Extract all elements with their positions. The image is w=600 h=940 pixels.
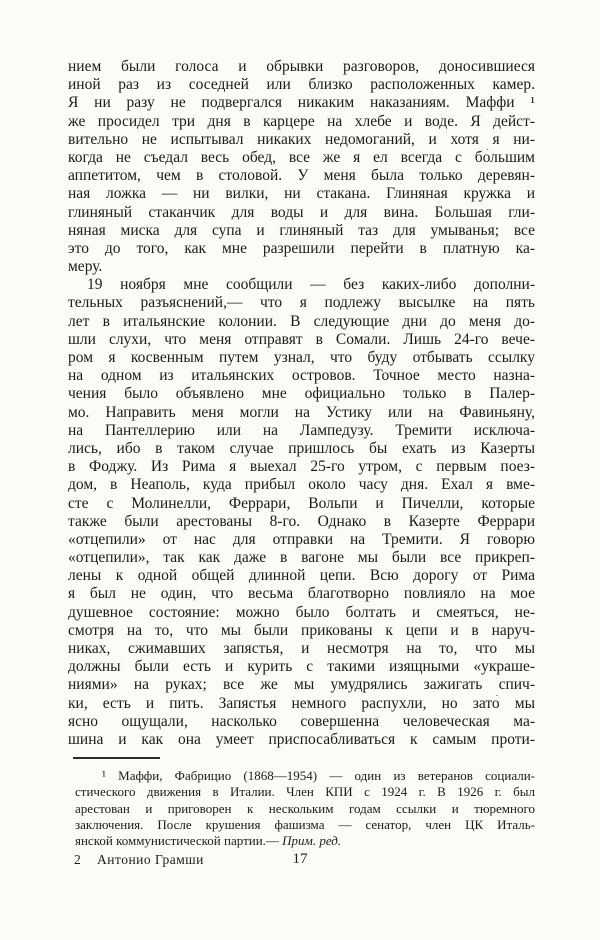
text-run: аппетитом, чем в столовой. У меня была только деревян- [68, 167, 535, 185]
text-run: 19 ноября мне сообщили — без каких-либо дополни- [87, 276, 535, 294]
text-line [68, 222, 535, 240]
text-run: Я ни разу не подвергался никаким наказаниям. Маффи ¹ [68, 94, 535, 112]
text-line [68, 276, 535, 294]
text-line [68, 604, 535, 622]
text-line [68, 349, 535, 367]
text-line [75, 768, 535, 784]
text-run: дом, в Неаполь, куда прибыл около часу дня. Ехал я вме- [68, 476, 535, 494]
editor-note-italic: Прим. ред. [282, 833, 342, 849]
text-run: шина и как она умеет приспосабливаться к самым проти- [68, 730, 535, 748]
text-line [75, 801, 535, 817]
text-line [68, 204, 535, 222]
text-line [68, 622, 535, 640]
text-run: «отцепили» от нас для отправки на Тремити. Я говорю [68, 530, 535, 548]
page-footer [0, 851, 600, 871]
text-line [68, 113, 535, 131]
text-line [68, 131, 535, 149]
text-line [68, 404, 535, 422]
text-line [75, 833, 535, 849]
text-line [68, 549, 535, 567]
text-run: я был не один, что весьма благотворно повлияло на мое [68, 585, 535, 603]
text-line [68, 240, 535, 258]
text-run: ясно ощущали, насколько совершенна человеческая ма- [68, 712, 535, 730]
text-run: меру. [68, 258, 103, 276]
text-run: должны были есть и курить с такими изящными «украше- [68, 658, 535, 676]
text-run: ниями» на руках; все же мы умудрялись зажигать спич- [68, 676, 535, 694]
text-run: на одном из итальянских островов. Точное место назна- [68, 367, 535, 385]
text-run: ¹ Маффи, Фабрицио (1868—1954) — один из ветеранов социали- [102, 768, 535, 783]
signature-number: 2 [74, 852, 81, 867]
text-line [68, 531, 535, 549]
text-run: никах, сжимавших запястья, и несмотря на то, что мы [68, 640, 535, 657]
footnote-rule [73, 757, 160, 759]
text-run: шли слухи, что меня отправят в Сомали. Лишь 24-го вече- [68, 330, 535, 348]
text-line [75, 817, 535, 833]
text-line [68, 58, 535, 76]
text-line [68, 713, 535, 731]
text-line [68, 695, 535, 713]
text-run: иной раз из соседней или близко расположенных камер. [68, 76, 535, 94]
text-line [68, 385, 535, 403]
text-run: душевное состояние: можно было болтать и смеяться, не- [68, 603, 535, 621]
text-line [68, 476, 535, 494]
paragraph [68, 58, 535, 276]
text-line [68, 567, 535, 585]
text-line [68, 458, 535, 476]
text-line [68, 513, 535, 531]
paragraph [75, 768, 535, 849]
text-run: ром я косвенным путем узнал, что буду отбывать ссылку [68, 349, 535, 366]
text-run: мо. Направить меня могли на Устику или на Фавиньяну, [68, 403, 535, 421]
text-run: няная миска для супа и глиняный таз для умыванья; все [68, 221, 535, 239]
book-title: Антонио Грамши [97, 852, 204, 867]
text-run: когда не съедал весь обед, все же я ел всегда с бо́льшим [68, 148, 535, 166]
text-line [68, 422, 535, 440]
text-line [68, 185, 535, 203]
text-line [68, 367, 535, 385]
text-run: это до того, как мне разрешили перейти в платную ка- [68, 239, 535, 257]
text-run: янской коммунистической партии.— [75, 833, 283, 849]
text-run: же просидел три дня в карцере на хлебе и воде. Я дейст- [68, 112, 535, 130]
text-line [68, 676, 535, 694]
text-run: в Фоджу. Из Рима я выехал 25-го утром, с первым поез- [68, 458, 535, 476]
text-line [68, 258, 535, 276]
text-run: также были арестованы 8-го. Однако в Казерте Феррари [68, 512, 535, 530]
text-line [68, 495, 535, 513]
text-run: чения было объявлено мне официально только в Палер- [68, 385, 535, 403]
text-run: арестован и приговорен к нескольким годам ссылки и тюремного [75, 800, 535, 816]
text-line [68, 94, 535, 112]
text-run: заключения. После крушения фашизма — сенатор, член ЦК Италь- [75, 816, 535, 832]
text-line [68, 440, 535, 458]
text-run: лены к одной общей длинной цепи. Всю дорогу от Рима [68, 567, 535, 585]
text-line [68, 658, 535, 676]
text-line [75, 784, 535, 800]
text-run: стического движения в Италии. Член КПИ с 1924 г. В 1926 г. был [75, 784, 535, 800]
text-run: тельных разъяснений,— что я подлежу высылке на пять [68, 294, 535, 312]
footnote-block [75, 768, 535, 849]
text-run: глиняный стаканчик для воды и для вина. Большая гли- [68, 203, 535, 221]
text-run: ная ложка — ни вилки, ни стакана. Глиняная кружка и [68, 185, 535, 203]
text-run: лет в итальянские колонии. В следующие дни до меня до- [68, 312, 535, 330]
text-run: лись, ибо в таком случае пришлось бы ехать из Казерты [68, 439, 535, 457]
text-line [68, 167, 535, 185]
paragraph [68, 276, 535, 749]
text-run: «отцепили», так как даже в вагоне мы были все прикреп- [68, 549, 535, 567]
text-line [68, 76, 535, 94]
text-run: смотря на то, что мы были прикованы к цепи и в наруч- [68, 621, 535, 639]
text-line [68, 313, 535, 331]
text-run: сте с Молинелли, Феррари, Вольпи и Пичелли, которые [68, 494, 535, 512]
text-run: ки, есть и пить. Запястья немного распухли, но зато́ мы [68, 694, 535, 712]
text-line [68, 149, 535, 167]
text-line [68, 331, 535, 349]
text-line [68, 640, 535, 658]
text-run: на Пантеллерию или на Лампедузу. Тремити исключа- [68, 421, 535, 439]
text-line [68, 294, 535, 312]
text-line [68, 585, 535, 603]
text-run: вительно не испытывал никаких недомоганий, и хотя я ни- [68, 130, 535, 148]
main-text-block [68, 58, 535, 749]
text-run: нием были голоса и обрывки разговоров, доносившиеся [68, 58, 535, 75]
text-line [68, 731, 535, 749]
page-number: 17 [292, 851, 308, 867]
